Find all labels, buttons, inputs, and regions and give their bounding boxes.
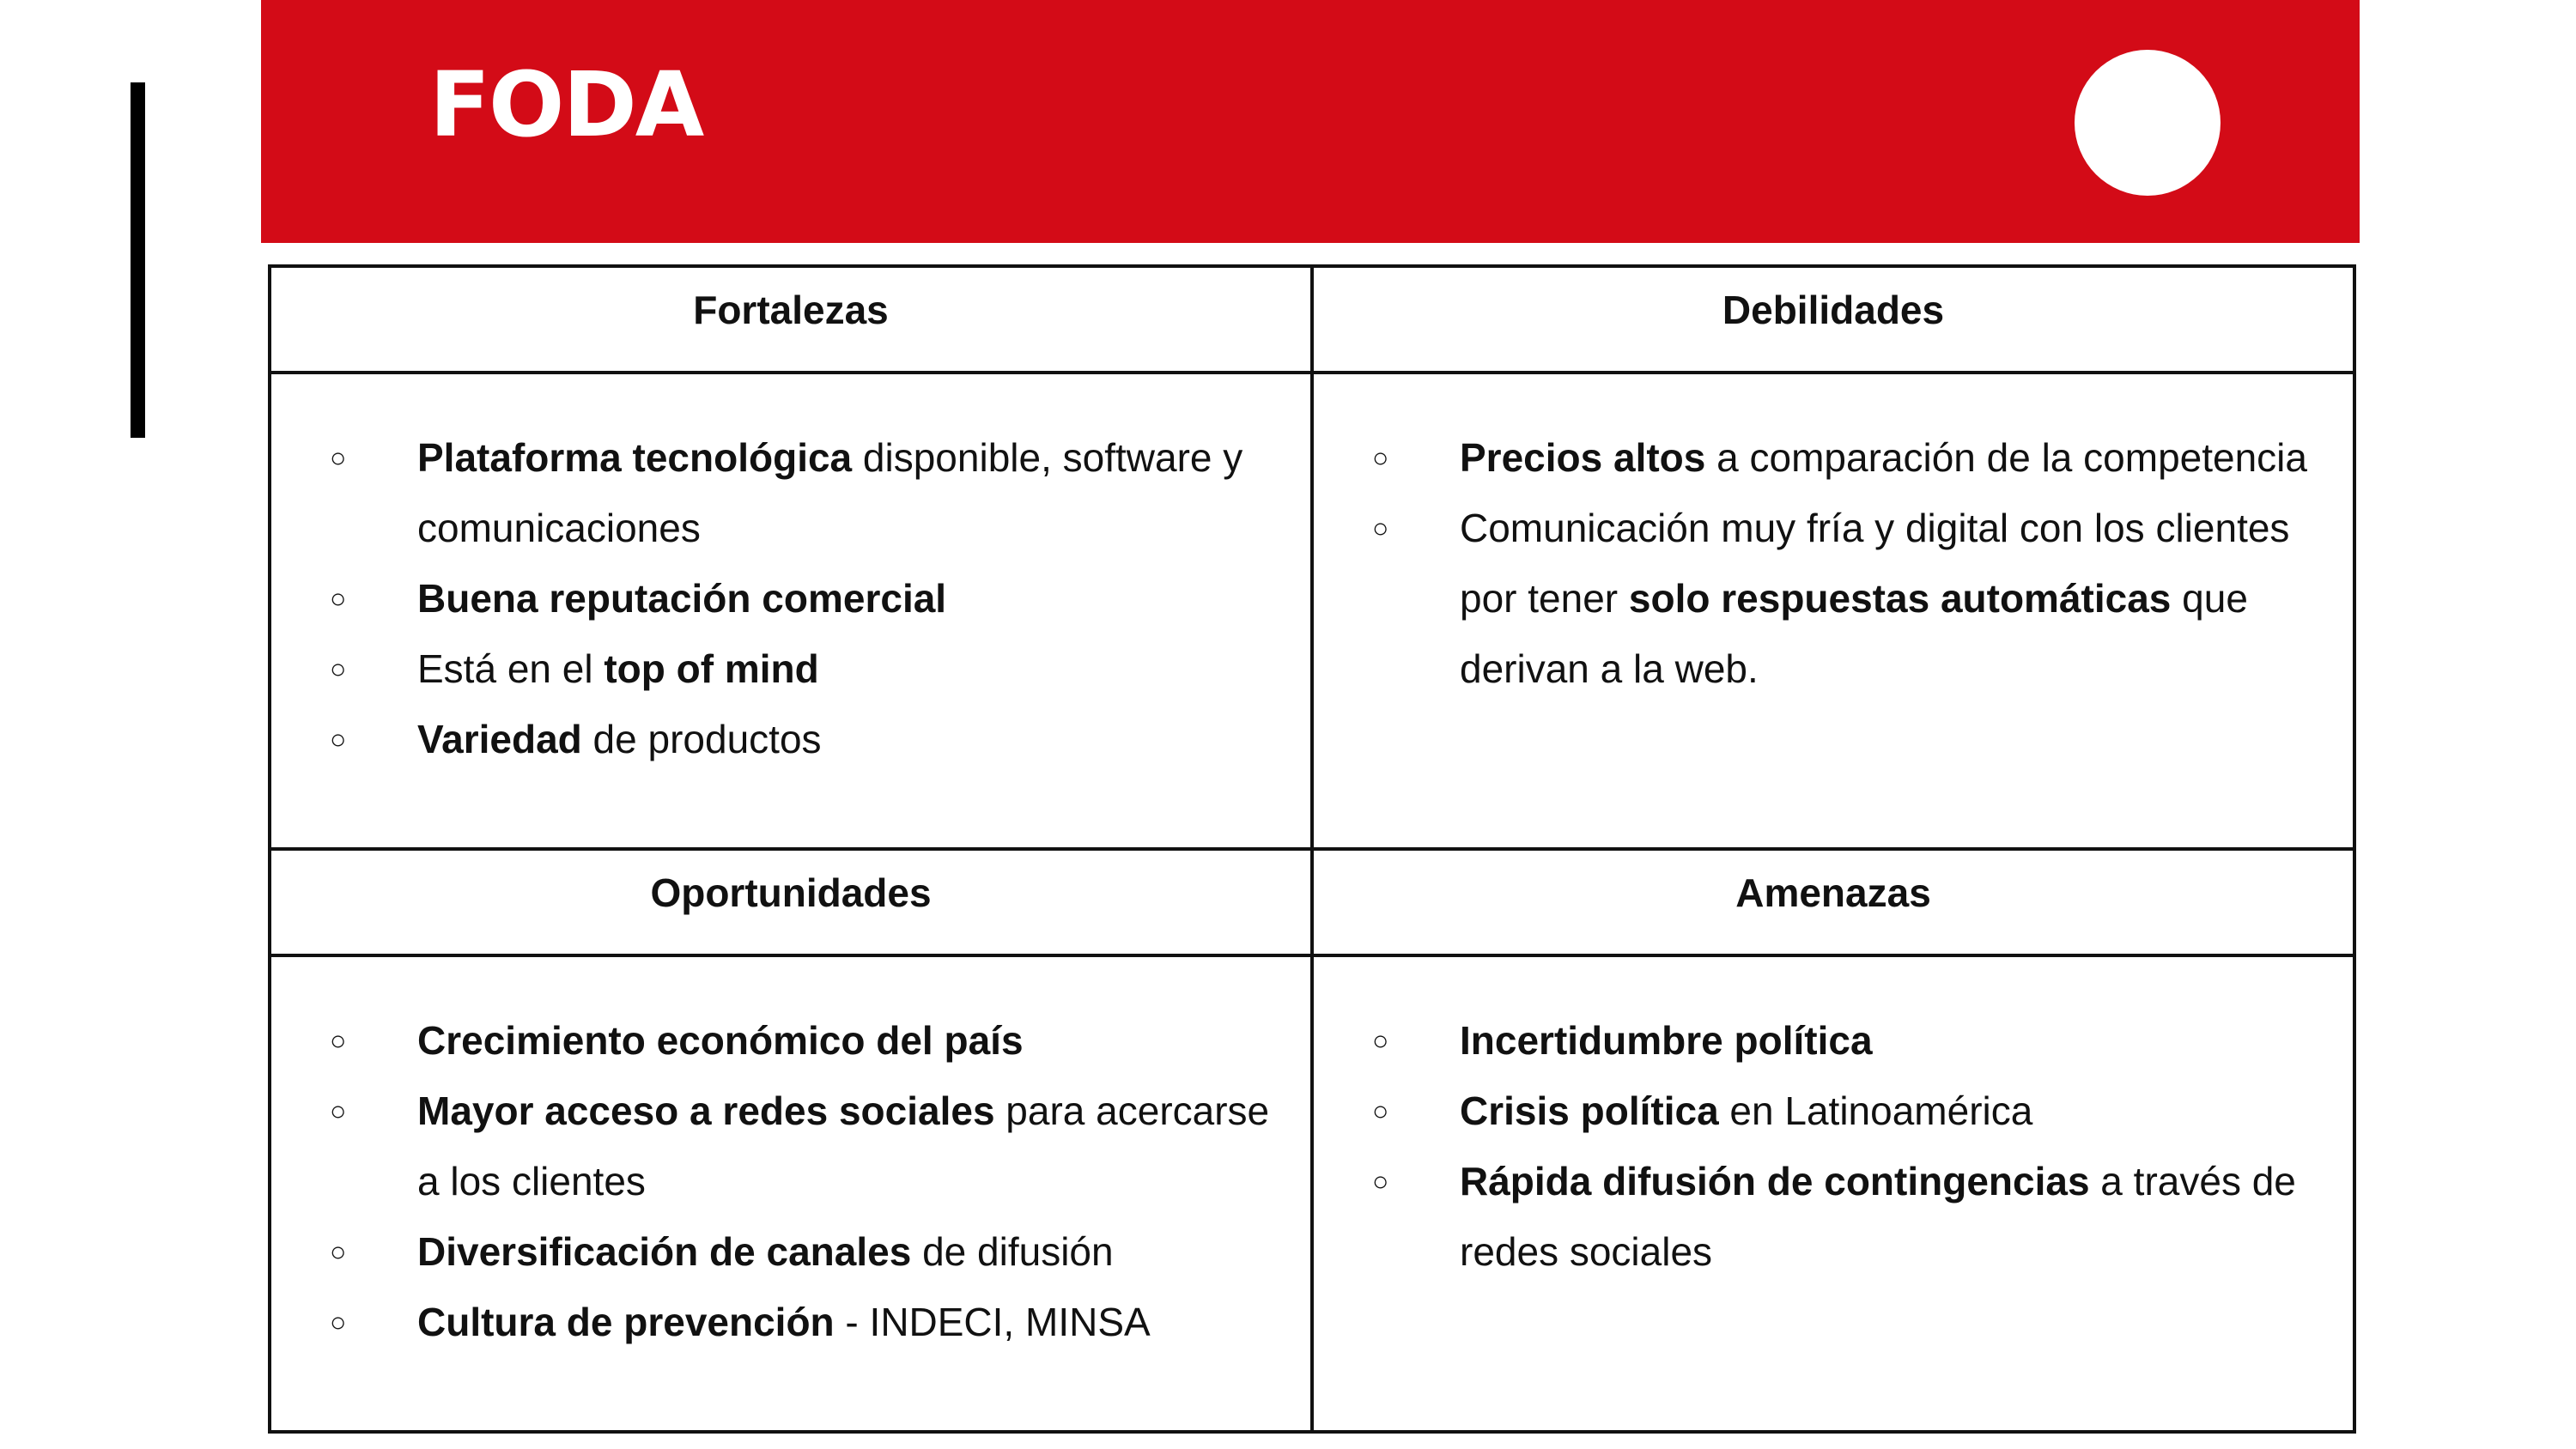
quadrant-body-amenazas	[1312, 955, 2354, 1432]
item-text: a través de redes sociales	[1460, 1159, 2296, 1275]
list-item	[271, 563, 1310, 634]
hollow-circle-bullet-icon	[330, 1216, 346, 1287]
hollow-circle-bullet-icon	[1372, 1076, 1388, 1146]
header-band	[261, 0, 2360, 243]
hollow-circle-bullet-icon	[330, 563, 346, 634]
list-item	[271, 1005, 1310, 1076]
item-text-bold: Incertidumbre política	[1460, 1018, 1873, 1064]
quadrant-heading-amenazas: Amenazas	[1312, 849, 2354, 955]
item-text: de difusión	[911, 1229, 1114, 1275]
item-text: disponible, software y comunicaciones	[417, 435, 1243, 551]
foda-table	[268, 264, 2356, 1434]
hollow-circle-bullet-icon	[330, 422, 346, 493]
item-text: para acercarse a los clientes	[417, 1088, 1270, 1204]
header-circle-decoration	[2075, 50, 2221, 196]
quadrant-heading-oportunidades: Oportunidades	[270, 849, 1312, 955]
hollow-circle-bullet-icon	[1372, 1005, 1388, 1076]
debilidades-list	[1314, 422, 2353, 704]
list-item	[271, 1216, 1310, 1287]
hollow-circle-bullet-icon	[330, 1076, 346, 1146]
item-text-bold: solo respuestas automáticas	[1628, 576, 2172, 621]
item-text: Comunicación muy fría y digital con los clientes por tener	[1460, 506, 2290, 621]
list-item	[271, 634, 1310, 704]
item-text-bold: Crecimiento económico del país	[417, 1018, 1024, 1064]
item-text-bold: Mayor acceso a redes sociales	[417, 1088, 995, 1134]
list-item	[1314, 1146, 2353, 1287]
quadrant-body-fortalezas	[270, 373, 1312, 849]
hollow-circle-bullet-icon	[330, 704, 346, 774]
item-text-bold: Buena reputación comercial	[417, 576, 947, 621]
list-item	[271, 1287, 1310, 1357]
list-item	[1314, 1005, 2353, 1076]
hollow-circle-bullet-icon	[1372, 493, 1388, 563]
quadrant-heading-fortalezas: Fortalezas	[270, 266, 1312, 373]
slide-title: FODA	[429, 52, 703, 157]
item-text-bold: Plataforma tecnológica	[417, 435, 853, 481]
list-item	[1314, 1076, 2353, 1146]
list-item	[1314, 493, 2353, 704]
quadrant-body-oportunidades	[270, 955, 1312, 1432]
item-text: - INDECI, MINSA	[834, 1300, 1151, 1345]
hollow-circle-bullet-icon	[330, 1005, 346, 1076]
item-text-bold: Diversificación de canales	[417, 1229, 912, 1275]
accent-bar	[131, 82, 145, 438]
item-text-bold: Variedad	[417, 717, 582, 762]
item-text: en Latinoamérica	[1718, 1088, 2033, 1134]
quadrant-body-debilidades	[1312, 373, 2354, 849]
item-text-bold: Rápida difusión de contingencias	[1460, 1159, 2090, 1204]
item-text-bold: top of mind	[604, 646, 819, 692]
amenazas-list	[1314, 1005, 2353, 1287]
hollow-circle-bullet-icon	[1372, 422, 1388, 493]
item-text: Está en el	[417, 646, 605, 692]
oportunidades-list	[271, 1005, 1310, 1357]
list-item	[1314, 422, 2353, 493]
item-text-bold: Precios altos	[1460, 435, 1706, 481]
item-text: que derivan a la web.	[1460, 576, 2248, 692]
quadrant-heading-debilidades: Debilidades	[1312, 266, 2354, 373]
item-text: a comparación de la competencia	[1705, 435, 2307, 481]
list-item	[271, 704, 1310, 774]
hollow-circle-bullet-icon	[330, 634, 346, 704]
list-item	[271, 422, 1310, 563]
list-item	[271, 1076, 1310, 1216]
item-text-bold: Cultura de prevención	[417, 1300, 835, 1345]
hollow-circle-bullet-icon	[330, 1287, 346, 1357]
fortalezas-list	[271, 422, 1310, 774]
item-text: de productos	[581, 717, 822, 762]
hollow-circle-bullet-icon	[1372, 1146, 1388, 1216]
item-text-bold: Crisis política	[1460, 1088, 1719, 1134]
